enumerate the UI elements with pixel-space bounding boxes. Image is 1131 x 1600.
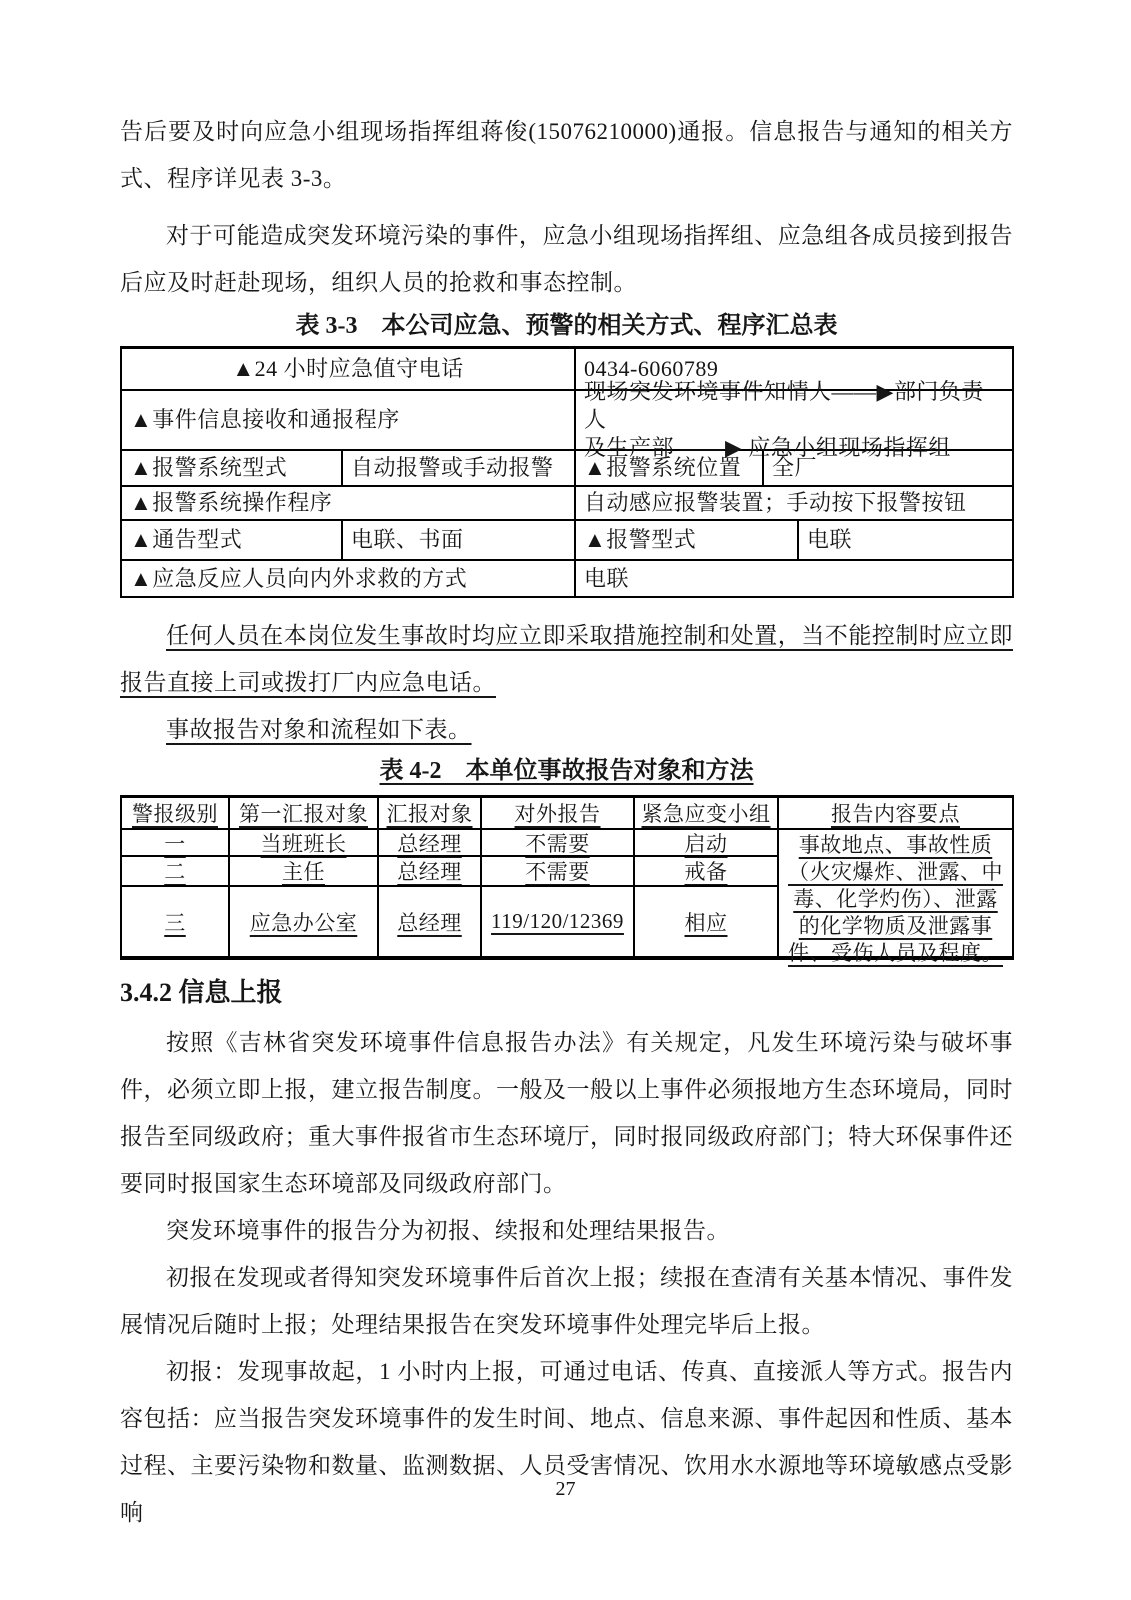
- table-cell: 戒备: [633, 855, 777, 885]
- flow-line-1: 现场突发环境事件知情人——▶部门负责人: [584, 379, 984, 432]
- table-cell: 不需要: [480, 855, 633, 885]
- table-cell: 启动: [633, 828, 777, 855]
- section-paragraph-2: 突发环境事件的报告分为初报、续报和处理结果报告。: [166, 1218, 730, 1243]
- table-cell-label: ▲应急反应人员向内外求救的方式: [130, 565, 468, 591]
- flow-line-2: 及生产部 ——▶ 应急小组现场指挥组: [584, 435, 951, 460]
- table-cell-label: ▲24 小时应急值守电话: [232, 356, 464, 381]
- table-cell-label: ▲报警型式: [574, 521, 797, 559]
- table-cell: 相应: [633, 885, 777, 956]
- table-cell-level: 三: [122, 885, 228, 956]
- table-row: [122, 379, 1012, 460]
- table-header-cell: 紧急应变小组: [633, 798, 777, 828]
- intro-paragraph-2: 对于可能造成突发环境污染的事件，应急小组现场指挥组、应急组各成员接到报告后应及时赶赴现场，组织人员的抢救和事态控制。: [120, 223, 1013, 295]
- underlined-text: 事故报告对象和流程如下表。: [166, 717, 472, 742]
- table-cell-value: 自动报警或手动报警: [341, 451, 574, 485]
- section-paragraph-3: 初报在发现或者得知突发环境事件后首次上报；续报在查清有关基本情况、事件发展情况后随时上报；处理结果报告在突发环境事件处理完毕后上报。: [120, 1265, 1013, 1337]
- table-cell: 总经理: [377, 855, 480, 885]
- table-cell: 当班班长: [228, 828, 377, 855]
- page-number: 27: [555, 1478, 576, 1500]
- table-cell-level: 二: [122, 855, 228, 885]
- table-4-2-title: 表 4-2 本单位事故报告对象和方法: [379, 758, 754, 784]
- notice-block: [120, 612, 1013, 753]
- table-row: [122, 561, 1012, 596]
- intro-paragraph-1: 告后要及时向应急小组现场指挥组蒋俊(15076210000)通报。信息报告与通知的相关方式、程序详见表 3-3。: [120, 119, 1013, 191]
- table-cell: 总经理: [377, 828, 480, 855]
- table-cell: 不需要: [480, 828, 633, 855]
- notice-paragraph-1: [120, 612, 1013, 706]
- notice-paragraph-2: [120, 706, 1013, 753]
- table-3-3-title: 表 3-3 本公司应急、预警的相关方式、程序汇总表: [295, 313, 838, 339]
- table-4-2: [120, 795, 1014, 965]
- table-cell-label: ▲报警系统操作程序: [130, 490, 333, 515]
- underlined-text: 任何人员在本岗位发生事故时均应立即采取措施控制和处置，当不能控制时应立即报告直接上司或拨打厂内应急电话。: [120, 623, 1013, 695]
- table-header-cell: 第一汇报对象: [228, 798, 377, 828]
- table-header-cell: 汇报对象: [377, 798, 480, 828]
- table-cell: 应急办公室: [228, 885, 377, 956]
- table-cell-label: ▲通告型式: [130, 527, 243, 552]
- table-cell-value: 自动感应报警装置；手动按下报警按钮: [574, 487, 1012, 519]
- table-cell-label: ▲报警系统型式: [130, 455, 288, 480]
- table-cell-value: 电联、书面: [341, 521, 574, 559]
- table-cell-value: [574, 379, 1012, 460]
- section-paragraph-1: 按照《吉林省突发环境事件信息报告办法》有关规定，凡发生环境污染与破坏事件，必须立即上报，建立报告制度。一般及一般以上事件必须报地方生态环境局，同时报告至同级政府；重大事件报省市生态环境厅，同时报同级政府部门；特大环保事件还要同时报国家生态环境部及同级政府部门。: [120, 1030, 1013, 1196]
- table-cell-label: ▲事件信息接收和通报程序: [130, 407, 400, 432]
- table-row: [122, 451, 1012, 487]
- table-cell-value: 全厂: [762, 451, 1012, 485]
- table-header-cell: 警报级别: [132, 802, 218, 826]
- table-row: [122, 521, 1012, 561]
- table-cell: 主任: [228, 855, 377, 885]
- table-cell: 总经理: [377, 885, 480, 956]
- table-cell-label: ▲报警系统位置: [574, 451, 762, 485]
- table-cell-value: 电联: [797, 521, 1012, 559]
- table-cell-value: 0434-6060789: [574, 349, 1012, 389]
- section-paragraph-4: 初报：发现事故起，1 小时内上报，可通过电话、传真、直接派人等方式。报告内容包括：应当报告突发环境事件的发生时间、地点、信息来源、事件起因和性质、基本过程、主要污染物和数量、监测数据、人员受害情况、饮用水水源地等环境敏感点受影响: [120, 1359, 1013, 1525]
- table-row: [122, 487, 1012, 521]
- table-cell: 119/120/12369: [480, 885, 633, 956]
- section-heading-3-4-2: 3.4.2 信息上报: [120, 978, 283, 1007]
- table-cell-level: 一: [122, 828, 228, 855]
- table-cell-value: 电联: [574, 561, 1012, 596]
- table-cell-content-points: 事故地点、事故性质（火灾爆炸、泄露、中毒、化学灼伤）、泄露的化学物质及泄露事件、受伤人员及程度。: [777, 828, 1012, 956]
- table-header-cell: 对外报告: [480, 798, 633, 828]
- table-header-cell: 报告内容要点: [777, 798, 1012, 828]
- table-3-3: [120, 346, 1014, 598]
